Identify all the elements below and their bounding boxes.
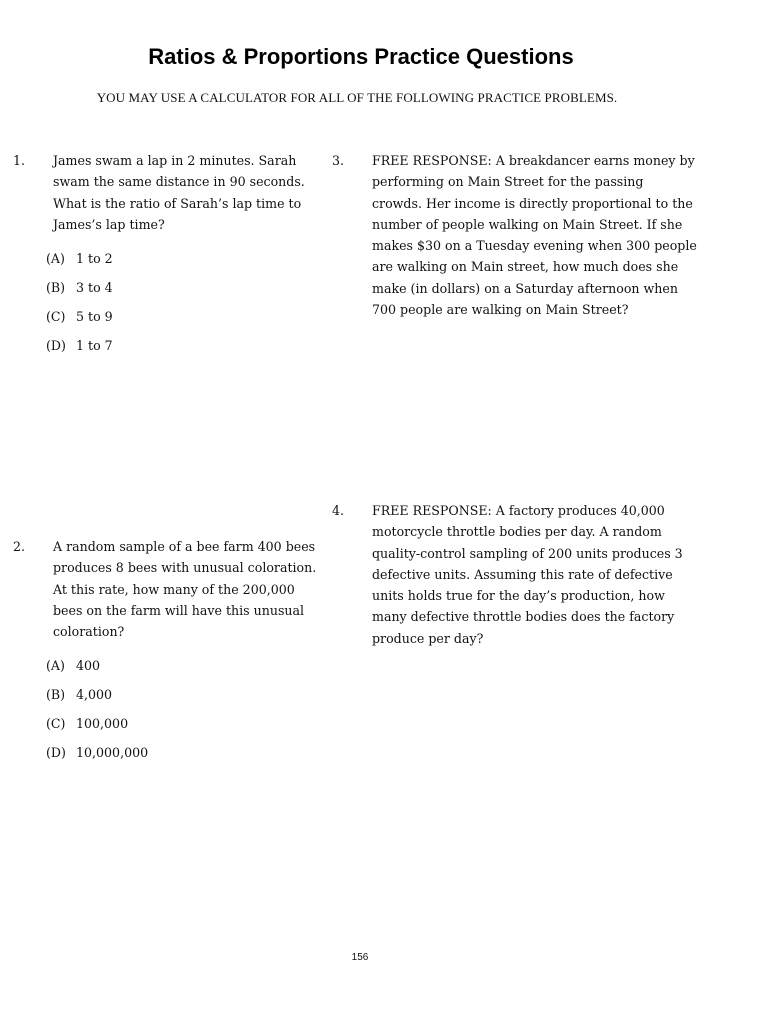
question-number: 4. bbox=[332, 503, 345, 518]
choice-2a bbox=[46, 658, 100, 673]
choice-1b bbox=[46, 280, 113, 295]
question-text: James swam a lap in 2 minutes. Sarah swam the same distance in 90 seconds. What is the ratio of Sarah’s lap time to James’s lap time? bbox=[53, 153, 305, 232]
instructions: YOU MAY USE A CALCULATOR FOR ALL OF THE FOLLOWING PRACTICE PROBLEMS. bbox=[96, 90, 618, 105]
question-text: FREE RESPONSE: A factory produces 40,000 motorcycle throttle bodies per day. A random quality-control sampling of 200 units produces 3 defective units. Assuming this rate of defective units holds true for the day’s production, how many defective throttle bodies does the factory produce per day? bbox=[372, 503, 683, 646]
choice-text: 1 to 2 bbox=[76, 251, 113, 266]
question-3 bbox=[332, 150, 697, 320]
question-2 bbox=[13, 536, 323, 642]
choice-text: 1 to 7 bbox=[76, 338, 113, 353]
choice-text: 100,000 bbox=[76, 716, 129, 731]
question-4-body bbox=[332, 500, 692, 649]
choice-1d bbox=[46, 338, 113, 353]
choice-letter: (C) bbox=[46, 309, 66, 324]
choice-text: 10,000,000 bbox=[76, 745, 149, 760]
question-text: FREE RESPONSE: A breakdancer earns money by performing on Main Street for the passing crowds. Her income is directly proportional to the number of people walking on Main Street. If she makes $30 on a Tuesday evening when 300 people are walking on Main street, how much does she make (in dollars) on a Saturday afternoon when 700 people are walking on Main Street? bbox=[372, 153, 697, 318]
page-number: 156 bbox=[351, 952, 369, 963]
question-number: 2. bbox=[13, 539, 26, 554]
question-2-body bbox=[13, 536, 323, 642]
choice-letter: (B) bbox=[46, 687, 66, 702]
choice-letter: (A) bbox=[46, 658, 65, 673]
question-3-body bbox=[332, 150, 697, 320]
question-1 bbox=[13, 150, 323, 235]
page-title: Ratios & Proportions Practice Questions bbox=[148, 44, 574, 69]
choice-letter: (A) bbox=[46, 251, 65, 266]
choice-letter: (D) bbox=[46, 745, 66, 760]
choice-text: 400 bbox=[76, 658, 101, 673]
choice-letter: (C) bbox=[46, 716, 66, 731]
choice-1a bbox=[46, 251, 113, 266]
choice-text: 3 to 4 bbox=[76, 280, 113, 295]
choice-letter: (D) bbox=[46, 338, 66, 353]
choice-2c bbox=[46, 716, 128, 731]
question-number: 1. bbox=[13, 153, 26, 168]
choice-2d bbox=[46, 745, 148, 760]
choice-2b bbox=[46, 687, 112, 702]
question-4 bbox=[332, 500, 692, 649]
question-number: 3. bbox=[332, 153, 345, 168]
question-text: A random sample of a bee farm 400 bees produces 8 bees with unusual coloration. At this rate, how many of the 200,000 bees on the farm will have this unusual coloration? bbox=[53, 539, 317, 640]
choice-letter: (B) bbox=[46, 280, 66, 295]
choice-1c bbox=[46, 309, 113, 324]
choice-text: 5 to 9 bbox=[76, 309, 113, 324]
choice-text: 4,000 bbox=[76, 687, 113, 702]
question-1-body bbox=[13, 150, 323, 235]
